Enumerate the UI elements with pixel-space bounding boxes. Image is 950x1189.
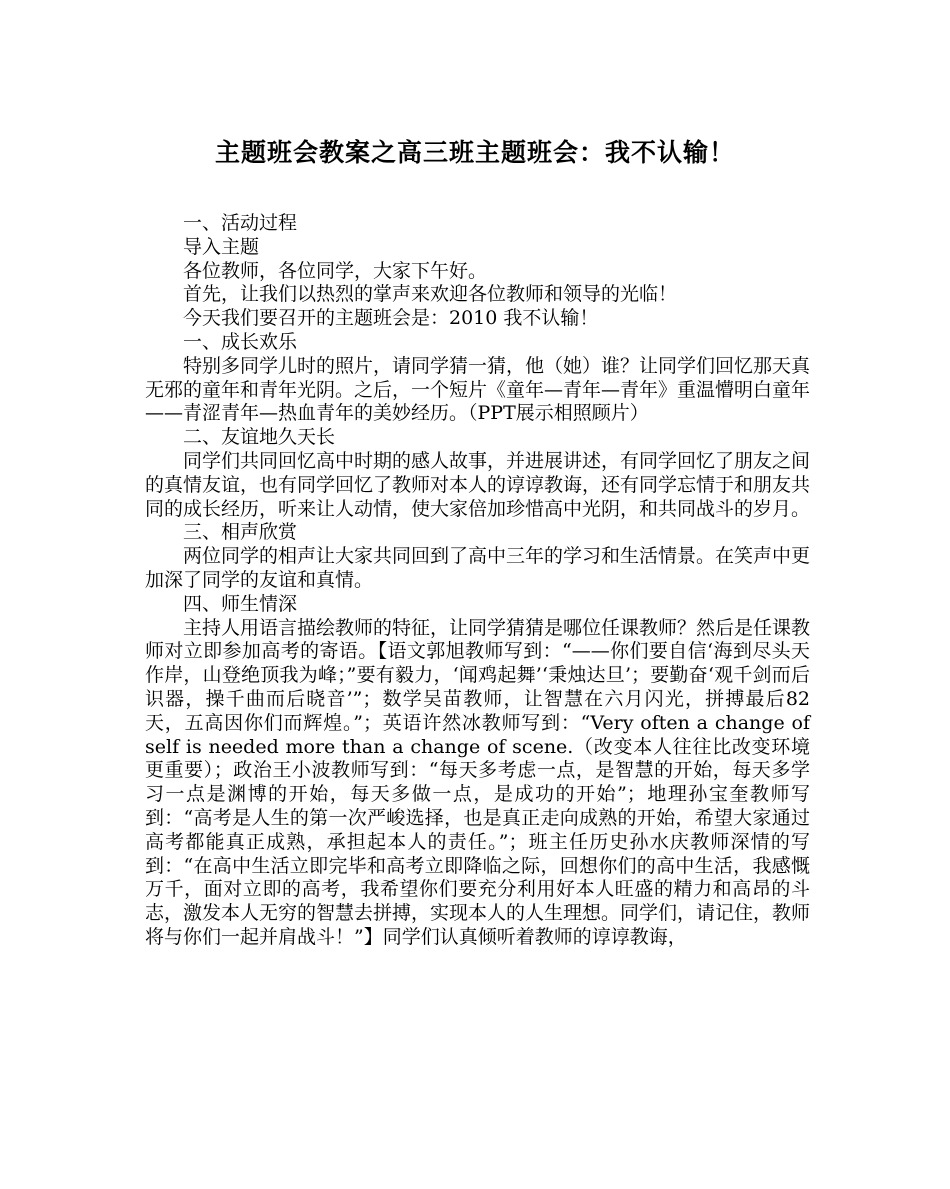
section-heading: 一、成长欢乐 (183, 330, 298, 353)
document-title: 主题班会教案之高三班主题班会：我不认输！ (214, 138, 735, 167)
document-body (145, 212, 810, 950)
body-paragraph: 首先，让我们以热烈的掌声来欢迎各位教师和领导的光临！ (183, 283, 678, 306)
sub-heading: 导入主题 (183, 235, 260, 258)
body-paragraph: 今天我们要召开的主题班会是：2010 我不认输！ (183, 307, 599, 330)
body-paragraph: 特别多同学儿时的照片，请同学猜一猜，他（她）谁？让同学们回忆那天真无邪的童年和青年光阴。之后，一个短片《童年—青年—青年》重温懵明白童年——青涩青年—热血青年的美妙经历。（PPT展示相照顾片） (145, 354, 811, 425)
section-heading: 一、活动过程 (183, 212, 298, 234)
section-heading: 三、相声欣赏 (183, 521, 298, 544)
body-paragraph: 同学们共同回忆高中时期的感人故事，并进展讲述，有同学回忆了朋友之间的真情友谊，也有同学回忆了教师对本人的谆谆教诲，还有同学忘情于和朋友共同的成长经历，听来让人动情，使大家倍加珍惜高中光阴，和共同战斗的岁月。 (145, 449, 811, 520)
section-heading: 四、师生情深 (183, 592, 298, 615)
body-paragraph: 两位同学的相声让大家共同回到了高中三年的学习和生活情景。在笑声中更加深了同学的友谊和真情。 (145, 545, 811, 591)
section-heading: 二、友谊地久天长 (183, 426, 336, 449)
body-paragraph: 各位教师，各位同学，大家下午好。 (183, 259, 488, 282)
body-paragraph: 主持人用语言描绘教师的特征，让同学猜猜是哪位任课教师？然后是任课教师对立即参加高考的寄语。【语文郭旭教师写到：“——你们要自信‘海到尽头天作岸，山登绝顶我为峰；”要有毅力，‘闻鸡起舞’‘秉烛达旦’；要勤奋‘观千剑而后识器，操千曲而后晓音’”；数学吴苗教师，让智慧在六月闪光，拼搏最后82天，五高因你们而辉煌。”；英语许然冰教师写到：“Very often a change of self is needed more than a change of scene.（改变本人往往比改变环境更重要）；政治王小波教师写到：“每天多考虑一点，是智慧的开始，每天多学习一点是渊博的开始，每天多做一点，是成功的开始”；地理孙宝奎教师写到：“高考是人生的第一次严峻选择，也是真正走向成熟的开始，希望大家通过高考都能真正成熟，承担起本人的责任。”；班主任历史孙水庆教师深情的写到：“在高中生活立即完毕和高考立即降临之际，回想你们的高中生活，我感慨万千，面对立即的高考，我希望你们要充分利用好本人旺盛的精力和高昂的斗志，激发本人无穷的智慧去拼搏，实现本人的人生理想。同学们，请记住，教师将与你们一起并肩战斗！”】同学们认真倾听着教师的谆谆教诲， (145, 616, 811, 948)
